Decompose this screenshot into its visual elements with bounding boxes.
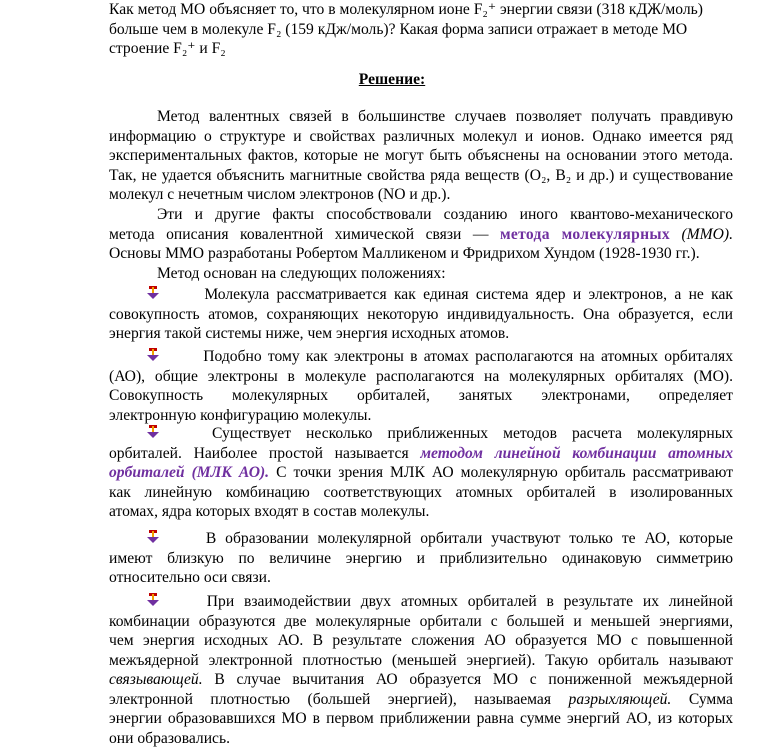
- text-span: В случае вычитания АО образуется МО с пониженной межъядерной: [214, 671, 733, 688]
- text-span: Сумма: [688, 690, 733, 708]
- bullet-item-2: [109, 347, 733, 425]
- text-line: Основы ММО разработаны Робертом Малликеном и Фридрихом Хундом (1928-1930 гг.).: [109, 245, 700, 262]
- text-line: экспериментальных фактов, которые не могут быть объяснены на основании этого метода.: [109, 147, 733, 164]
- text-line: [109, 444, 733, 464]
- text-span: С точки зрения МЛК АО молекулярную орбиталь рассматривают: [276, 464, 734, 481]
- text-line: [109, 424, 733, 444]
- bullet-item-1: [109, 285, 733, 344]
- question-line: строение F₂⁺ и F₂: [109, 40, 226, 57]
- mlk-ao-term: методом линейной комбинации атомных: [420, 444, 733, 462]
- solution-heading: Решение:: [358, 71, 426, 88]
- text-span: метода описания ковалентной химической связи —: [109, 225, 489, 243]
- text-line: молекул с нечетным числом электронов (NO и др.).: [109, 186, 451, 203]
- text-line: Метод валентных связей в большинстве случаев позволяет получать правдивую: [157, 108, 733, 125]
- question-line: Как метод МО объясняет то, что в молекулярном ионе F₂⁺ энергии связи (318 кДЖ/моль): [109, 1, 703, 18]
- question-line: больше чем в молекуле F₂ (159 кДж/моль)? Какая форма записи отражает в методе МО: [109, 20, 688, 38]
- text-line: комбинации образуются две молекулярные орбитали с большей и меньшей энергиями,: [109, 612, 733, 630]
- text-line: [109, 463, 733, 483]
- text-line: [109, 690, 733, 710]
- text-line: как линейную комбинацию соответствующих атомных орбиталей в изолированных: [109, 483, 733, 501]
- text-span: орбиталей. Наиболее простой называется: [109, 444, 409, 462]
- mmo-abbrev: (ММО).: [681, 225, 733, 243]
- text-line: атомах, ядра которых входят в состав молекулы.: [109, 503, 430, 520]
- down-arrow-bullet-icon: [146, 530, 160, 544]
- text-line: Эти и другие факты способствовали созданию иного квантово-механического: [157, 206, 733, 223]
- text-line: имеют близкую по величине энергию и приблизительно одинаковую симметрию: [109, 549, 733, 567]
- bullet-item-5: [109, 592, 733, 748]
- text-line: [109, 347, 733, 367]
- text-line: Метод основан на следующих положениях:: [157, 265, 446, 282]
- text-line: относительно оси связи.: [109, 569, 271, 586]
- paragraph-principles: [109, 264, 733, 284]
- text-span: Существует несколько приближенных методов расчета молекулярных: [212, 425, 733, 442]
- text-span: В образовании молекулярной орбитали участвуют только те АО, которые: [205, 530, 733, 547]
- text-line: (АО), общие электроны в молекуле располагаются на молекулярных орбиталях (МО).: [109, 367, 733, 385]
- text-line: Совокупность молекулярных орбиталей, занятых электронами, определяет: [109, 387, 733, 404]
- text-span: При взаимодействии двух атомных орбиталей в результате их линейной: [206, 593, 733, 610]
- text-span: Молекула рассматривается как единая система ядер и электронов, а не как: [204, 286, 733, 303]
- text-line: электронную конфигурацию молекулы.: [109, 406, 372, 424]
- question-text: [109, 0, 733, 59]
- text-line: энергия такой системы ниже, чем энергия исходных атомов.: [109, 325, 510, 342]
- antibonding-term: разрыхляющей.: [568, 690, 672, 708]
- text-line: [109, 225, 733, 245]
- text-line: [109, 670, 733, 690]
- text-span: электронной плотностью (большей энергией), называемая: [109, 690, 552, 708]
- text-span: Подобно тому как электроны в атомах располагаются на атомных орбиталях: [203, 348, 733, 365]
- bullet-item-4: [109, 529, 733, 588]
- paragraph-mmo: [109, 205, 733, 264]
- text-line: совокупность атомов, сохраняющих некоторую индивидуальность. Она образуется, если: [109, 305, 733, 323]
- bonding-term: связывающей.: [109, 671, 203, 688]
- text-line: информацию о структуре и свойствах различных молекул и ионов. Однако имеется ряд: [109, 127, 733, 145]
- mmo-term: метода молекулярных: [500, 225, 670, 243]
- mlk-ao-term: орбиталей (МЛК АО).: [109, 464, 270, 481]
- text-line: они образовались.: [109, 729, 230, 747]
- text-line: межъядерной электронной плотностью (меньшей энергией). Такую орбиталь называют: [109, 651, 733, 669]
- text-line: [109, 592, 733, 612]
- bullet-item-3: [109, 424, 733, 522]
- down-arrow-bullet-icon: [146, 348, 160, 362]
- text-line: Так, не удается объяснить магнитные свойства ряда веществ (O₂, B₂ и др.) и существование: [109, 166, 733, 184]
- text-line: [109, 529, 733, 549]
- text-line: чем энергия исходных АО. В результате сложения АО образуется МО с повышенной: [109, 632, 733, 649]
- down-arrow-bullet-icon: [146, 593, 160, 607]
- text-line: энергии образовавшихся МО в первом приближении равна сумме энергий АО, из которых: [109, 710, 733, 727]
- paragraph-intro: [109, 107, 733, 205]
- down-arrow-bullet-icon: [146, 425, 160, 439]
- down-arrow-bullet-icon: [146, 286, 160, 300]
- text-line: [109, 285, 733, 305]
